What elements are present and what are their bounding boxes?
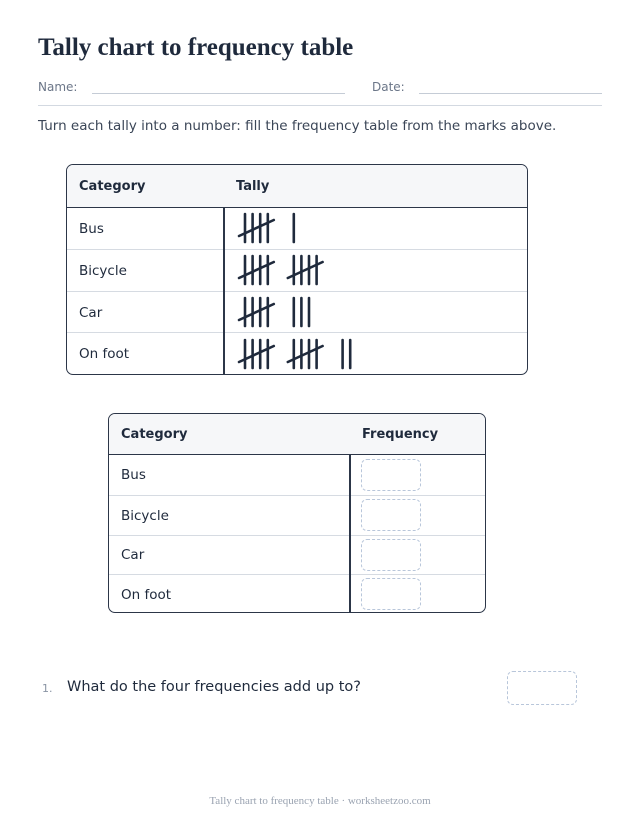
tally-mark-on-foot xyxy=(239,340,350,368)
tally-header-category: Category xyxy=(79,179,146,194)
question-number: 1. xyxy=(42,682,53,695)
date-label: Date: xyxy=(372,80,405,94)
frequency-column-divider xyxy=(349,455,351,612)
frequency-table-header xyxy=(109,414,485,455)
name-field[interactable] xyxy=(92,93,345,94)
frequency-input-bus[interactable] xyxy=(361,459,421,491)
frequency-category-car: Car xyxy=(121,547,145,563)
page-title: Tally chart to frequency table xyxy=(38,34,354,61)
tally-category-bicycle: Bicycle xyxy=(79,263,127,279)
table-row xyxy=(109,535,485,574)
tally-category-car: Car xyxy=(79,305,103,321)
table-row xyxy=(109,574,485,613)
question-answer-box[interactable] xyxy=(507,671,577,705)
frequency-input-bicycle[interactable] xyxy=(361,499,421,531)
tally-table xyxy=(66,164,528,375)
frequency-category-on-foot: On foot xyxy=(121,587,172,603)
frequency-category-bus: Bus xyxy=(121,467,146,483)
frequency-input-car[interactable] xyxy=(361,539,421,571)
frequency-header-frequency: Frequency xyxy=(362,427,439,442)
tally-category-bus: Bus xyxy=(79,221,104,237)
header-divider xyxy=(38,105,602,106)
tally-mark-car xyxy=(239,298,309,326)
frequency-header-category: Category xyxy=(121,427,188,442)
tally-mark-bus xyxy=(239,214,294,242)
tally-header-tally: Tally xyxy=(236,179,270,194)
date-field[interactable] xyxy=(419,93,602,94)
page-footer: Tally chart to frequency table · worksheetzoo.com xyxy=(209,795,431,807)
instructions: Turn each tally into a number: fill the frequency table from the marks above. xyxy=(38,118,557,134)
table-row xyxy=(109,455,485,495)
table-row xyxy=(109,495,485,535)
tally-category-on-foot: On foot xyxy=(79,346,130,362)
frequency-input-on-foot[interactable] xyxy=(361,578,421,610)
frequency-category-bicycle: Bicycle xyxy=(121,508,169,524)
frequency-table xyxy=(108,413,486,613)
name-label: Name: xyxy=(38,80,78,94)
tally-mark-bicycle xyxy=(239,256,323,284)
tally-marks xyxy=(67,165,528,375)
question-text: What do the four frequencies add up to? xyxy=(67,679,361,695)
